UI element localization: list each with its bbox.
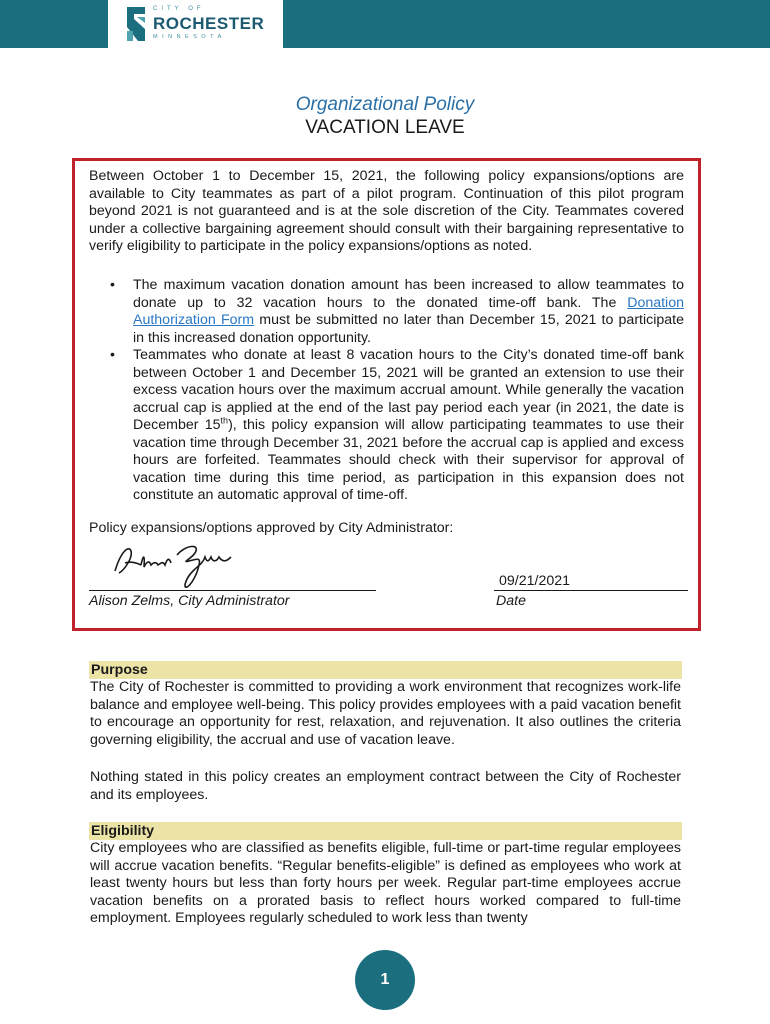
signature-image (111, 541, 246, 591)
eligibility-paragraph: City employees who are classified as benefits eligible, full-time or part-time regular employees will accrue vacation benefits. “Regular benefits-eligible” is defined as employees who work at least twenty hours but less than forty hours per week. Regular part-time employees accrue vacation benefits on a prorated basis to reflect hours worked compared to full-time employment. Employees regularly scheduled to work less than twenty (90, 840, 681, 926)
purpose-paragraph: The City of Rochester is committed to providing a work environment that recognizes work-life balance and employee well-being. This policy provides employees with a paid vacation benefit to encourage an opportunity for rest, relaxation, and rejuvenation. It also outlines the criteria governing eligibility, the accrual and use of vacation leave. (90, 679, 681, 748)
date-label: Date (496, 593, 526, 609)
donation-form-link[interactable]: Donation Authorization Form (133, 294, 684, 328)
eligibility-heading: Eligibility (89, 822, 682, 840)
bullet-icon: • (110, 347, 115, 363)
page-number: 1 (355, 950, 415, 1010)
list-item (110, 347, 684, 505)
city-logo (108, 0, 283, 48)
purpose-disclaimer: Nothing stated in this policy creates an employment contract between the City of Rochester and its employees. (90, 769, 681, 803)
bullet-text: Teammates who donate at least 8 vacation hours to the City’s donated time-off bank between October 1 and December 15, 2021 will be granted an extension to use their excess vacation hours over the maximum accrual amount. While generally the vacation accrual cap is applied at the end of the last pay period each year (in 2021, the date is December 15 (133, 347, 684, 433)
signature-date: 09/21/2021 (499, 573, 571, 589)
pilot-program-box (72, 158, 701, 631)
document-title: Organizational Policy (295, 94, 475, 115)
logo-city-of: CITY OF (153, 6, 205, 12)
logo-state: MINNESOTA (153, 34, 226, 40)
bullet-text: ), this policy expansion will allow participating teammates to use their vacation time through December 31, 2021 before the accrual cap is applied and excess hours are forfeited. Teammates should check with their supervisor for approval of vacation time during this time period, as participation in this expansion does not constitute an automatic approval of time-off. (133, 417, 684, 503)
signer-name: Alison Zelms, City Administrator (89, 593, 290, 609)
pilot-intro: Between October 1 to December 15, 2021, the following policy expansions/options are available to City teammates as part of a pilot program. Continuation of this pilot program beyond 2021 is not guaranteed and is at the sole discretion of the City. Teammates covered under a collective bargaining agreement should consult with their bargaining representative to verify eligibility to participate in the policy expansions/options as noted. (89, 168, 684, 254)
list-item (110, 277, 685, 347)
bullet-text: The maximum vacation donation amount has been increased to allow teammates to donate up to 32 vacation hours to the donated time-off bank. The (133, 277, 684, 311)
bullet-text: must be submitted no later than December 15, 2021 to participate in this increased donation opportunity. (133, 312, 685, 346)
bullet-icon: • (110, 277, 115, 293)
purpose-heading: Purpose (89, 661, 682, 679)
pilot-bullet-list (110, 277, 685, 505)
document-subtitle: VACATION LEAVE (305, 117, 465, 138)
date-line (494, 590, 688, 591)
logo-name: ROCHESTER (153, 14, 265, 33)
superscript: th (220, 415, 229, 426)
approved-by-text: Policy expansions/options approved by City Administrator: (89, 520, 454, 536)
rochester-logo-icon (125, 5, 147, 43)
signature-line (89, 590, 376, 591)
